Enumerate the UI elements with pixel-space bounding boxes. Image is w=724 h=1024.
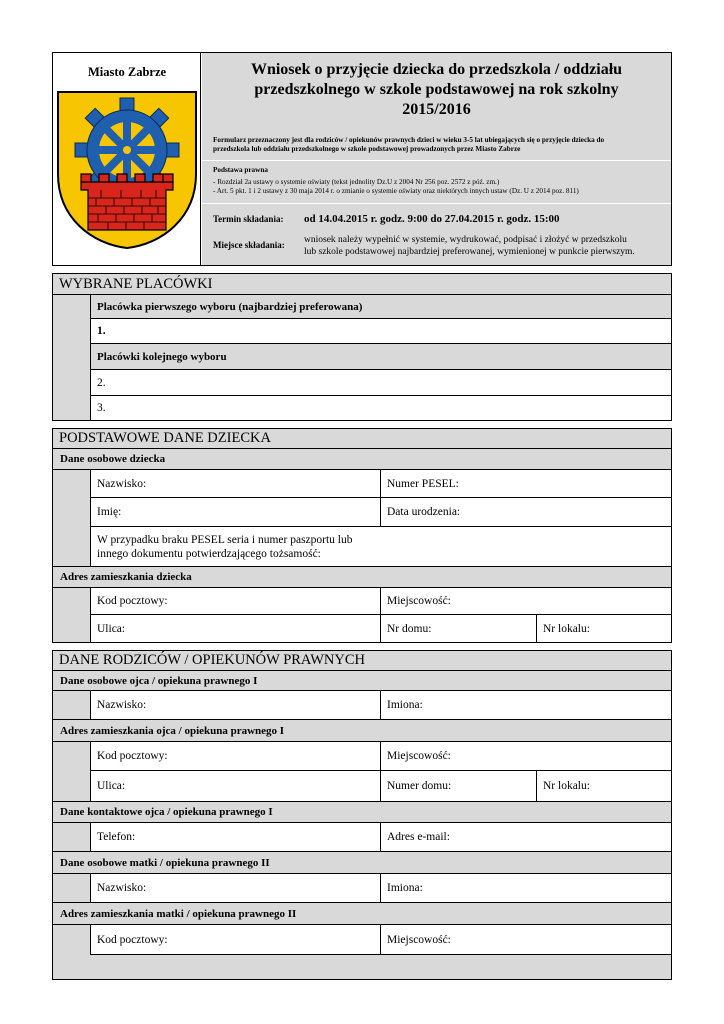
father-postal-field[interactable]: Kod pocztowy: — [90, 741, 381, 771]
subsection-title: Dane osobowe dziecka — [52, 448, 672, 470]
father-flat-field[interactable]: Nr lokalu: — [536, 770, 672, 802]
mother-names-field[interactable]: Imiona: — [380, 873, 672, 903]
coat-of-arms-icon — [56, 90, 198, 250]
mother-city-field[interactable]: Miejscowość: — [380, 924, 672, 955]
subsection-title: Adres zamieszkania ojca / opiekuna prawnego I — [52, 719, 672, 742]
form-intro: Formularz przeznaczony jest dla rodziców / opiekunów prawnych dzieci w wieku 3-5 lat ubiegających się o przyjęcie dziecka do przedszkola lub oddziału przedszkolnego w szkole podstawowej prowadzonych przez Miasto Zabrze — [213, 136, 605, 153]
mother-surname-field[interactable]: Nazwisko: — [90, 873, 381, 903]
divider — [202, 160, 671, 161]
child-name-field[interactable]: Imię: — [90, 497, 381, 527]
subsection-title: Adres zamieszkania matki / opiekuna prawnego II — [52, 902, 672, 925]
deadline-label: Termin składania: — [213, 214, 284, 224]
section-title: DANE RODZICÓW / OPIEKUNÓW PRAWNYCH — [59, 652, 366, 668]
place-value: wniosek należy wypełnić w systemie, wydrukować, podpisać i złożyć w przedszkolu lub szkole podstawowej najbardziej preferowanej, wymienionej w punkcie pierwszym. — [304, 235, 635, 257]
section-title: PODSTAWOWE DANE DZIECKA — [59, 430, 271, 446]
father-house-field[interactable]: Numer domu: — [380, 770, 537, 802]
child-house-field[interactable]: Nr domu: — [380, 614, 537, 643]
institution-input-2[interactable]: 2. — [90, 369, 672, 396]
father-names-field[interactable]: Imiona: — [380, 690, 672, 720]
subsection-title: Dane kontaktowe ojca / opiekuna prawnego I — [52, 801, 672, 823]
father-surname-field[interactable]: Nazwisko: — [90, 690, 381, 720]
father-city-field[interactable]: Miejscowość: — [380, 741, 672, 771]
place-label: Miejsce składania: — [213, 240, 285, 250]
form-title: Wniosek o przyjęcie dziecka do przedszkola / oddziału przedszkolnego w szkole podstawowej na rok szkolny 2015/2016 — [250, 61, 623, 118]
next-choice-label: Placówki kolejnego wyboru — [97, 350, 227, 363]
child-flat-field[interactable]: Nr lokalu: — [536, 614, 672, 643]
child-street-field[interactable]: Ulica: — [90, 614, 381, 643]
father-email-field[interactable]: Adres e-mail: — [380, 822, 672, 852]
section-title: WYBRANE PLACÓWKI — [59, 275, 213, 292]
child-postal-field[interactable]: Kod pocztowy: — [90, 587, 381, 615]
child-birthdate-field[interactable]: Data urodzenia: — [380, 497, 672, 527]
mother-postal-field[interactable]: Kod pocztowy: — [90, 924, 381, 955]
institution-input-3[interactable]: 3. — [90, 395, 672, 421]
city-name: Miasto Zabrze — [87, 65, 167, 79]
institution-input-1[interactable]: 1. — [90, 318, 672, 344]
subsection-title: Adres zamieszkania dziecka — [52, 566, 672, 588]
child-city-field[interactable]: Miejscowość: — [380, 587, 672, 615]
subsection-title: Dane osobowe matki / opiekuna prawnego II — [52, 851, 672, 874]
legal-basis: Podstawa prawna - Rozdział 2a ustawy o systemie oświaty (tekst jednolity Dz.U z 2004 Nr 256 poz. 2572 z póź. zm.) - Art. 5 pkt. 1 i 2 ustawy z 30 maja 2014 r. o zmianie o systemie oświaty oraz niektórych innych ustaw (Dz. U z 2014 poz. 811) — [213, 166, 579, 195]
subsection-title: Dane osobowe ojca / opiekuna prawnego I — [52, 670, 672, 691]
deadline-value: od 14.04.2015 r. godz. 9:00 do 27.04.2015 r. godz. 15:00 — [304, 213, 560, 225]
child-passport-field[interactable]: W przypadku braku PESEL seria i numer paszportu lub innego dokumentu potwierdzającego tożsamość: — [90, 526, 672, 567]
divider — [202, 203, 671, 204]
child-pesel-field[interactable]: Numer PESEL: — [380, 469, 672, 498]
child-surname-field[interactable]: Nazwisko: — [90, 469, 381, 498]
father-street-field[interactable]: Ulica: — [90, 770, 381, 802]
first-choice-label: Placówka pierwszego wyboru (najbardziej preferowana) — [97, 300, 363, 313]
father-phone-field[interactable]: Telefon: — [90, 822, 381, 852]
